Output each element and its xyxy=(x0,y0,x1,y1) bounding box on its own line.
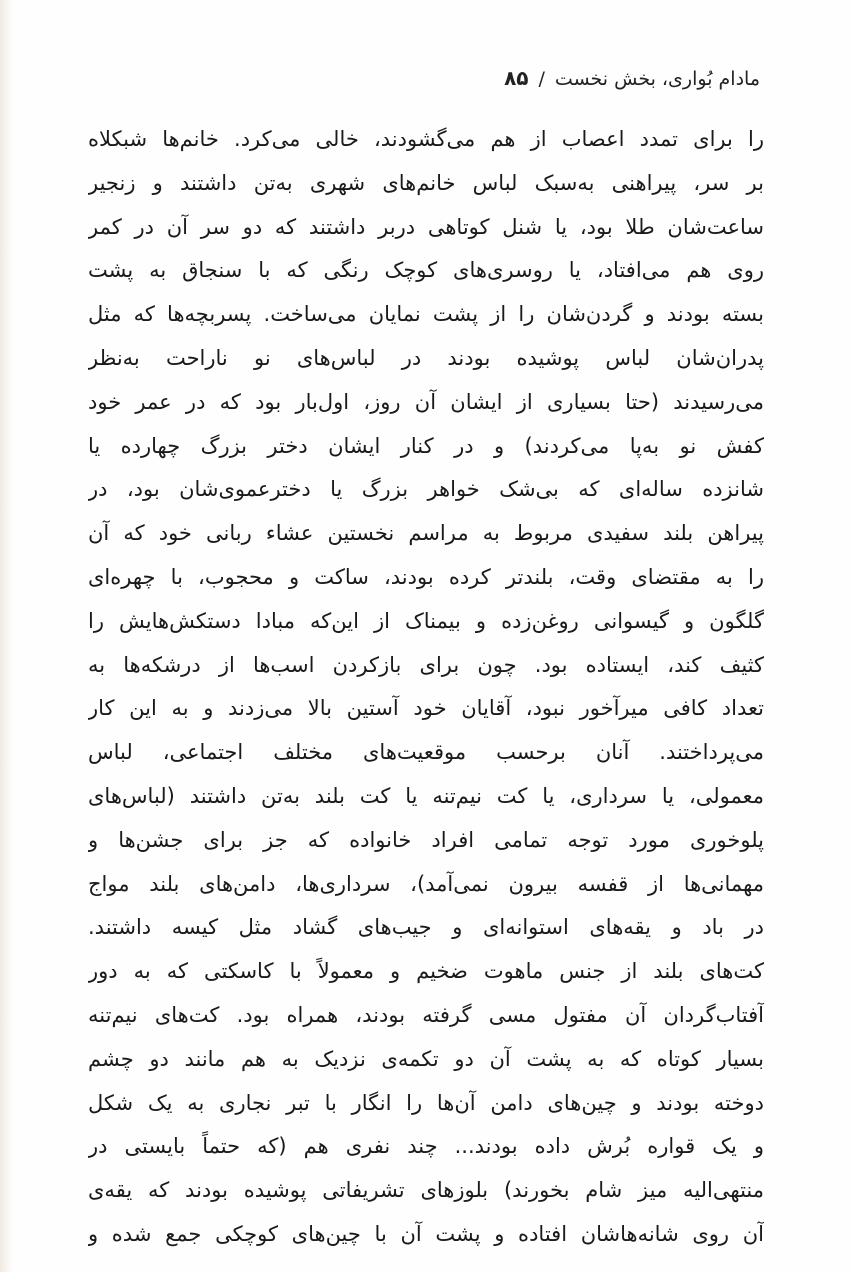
page-edge-shadow xyxy=(0,0,14,1272)
text-line: دوخته بودند و چین‌های دامن آن‌ها را انگار با تبر نجاری به یک شکل xyxy=(88,1090,764,1115)
text-line: پدران‌شان لباس پوشیده بودند در لباس‌های نو ناراحت به‌نظر xyxy=(88,345,764,370)
text-line: معمولی، یا سرداری، یا کت نیم‌تنه یا کت بلند به‌تن داشتند (لباس‌های xyxy=(88,783,764,808)
text-line: و یک قواره بُرش داده بودند... چند نفری هم (که حتماً بایستی در xyxy=(88,1134,764,1159)
text-line: تعداد کافی میرآخور نبود، آقایان خود آستین بالا می‌زدند و به این کار xyxy=(88,696,764,721)
text-line: منتهی‌الیه میز شام بخورند) بلوزهای تشریفاتی پوشیده بودند که یقه‌ی xyxy=(88,1178,764,1203)
text-line: مهمانی‌ها از قفسه بیرون نمی‌آمد)، سرداری‌ها، دامن‌های بلند مواج xyxy=(88,871,764,896)
running-header xyxy=(504,66,760,91)
page-number: ۸۵ xyxy=(504,66,529,90)
text-line: بر سر، پیراهنی به‌سبک لباس خانم‌های شهری به‌تن داشتند و زنجیر xyxy=(88,170,764,195)
text-line: کثیف کند، ایستاده بود. چون برای بازکردن اسب‌ها از درشکه‌ها به xyxy=(88,652,764,677)
text-line: روی هم می‌افتاد، یا روسری‌های کوچک رنگی که با سنجاق به پشت xyxy=(88,258,764,283)
text-line: پیراهن بلند سفیدی مربوط به مراسم نخستین عشاء ربانی خود که آن xyxy=(88,521,764,546)
text-line: بسته بودند و گردن‌شان را از پشت نمایان می‌ساخت. پسربچه‌ها که مثل xyxy=(88,302,764,327)
header-separator: / xyxy=(538,68,545,90)
text-line: آن روی شانه‌هاشان افتاده و پشت آن با چین‌های کوچکی جمع شده و xyxy=(88,1221,764,1246)
text-line: را برای تمدد اعصاب از هم می‌گشودند، خالی می‌کرد. خانم‌ها شبکلاه xyxy=(88,127,764,151)
text-line: در باد و یقه‌های استوانه‌ای و جیب‌های گشاد مثل کیسه داشتند. xyxy=(88,915,764,940)
text-line: بسیار کوتاه که به پشت آن دو تکمه‌ی نزدیک به هم مانند دو چشم xyxy=(88,1046,764,1071)
text-line: آفتاب‌گردان آن مفتول مسی گرفته بودند، همراه بود. کت‌های نیم‌تنه xyxy=(88,1002,764,1027)
text-line: گلگون و گیسوانی روغن‌زده و بیمناک از این‌که مبادا دستکش‌هایش را xyxy=(88,608,764,633)
text-line: کت‌های بلند از جنس ماهوت ضخیم و معمولاً با کاسکتی که به دور xyxy=(88,959,764,984)
text-line: را به مقتضای وقت، بلندتر کرده بودند، ساکت و محجوب، با چهره‌ای xyxy=(88,564,764,589)
body-text xyxy=(88,118,764,1257)
text-line: ساعت‌شان طلا بود، یا شنل کوتاهی دربر داشتند که دو سر آن در کمر xyxy=(88,214,764,239)
header-title: مادام بُواری، بخش نخست xyxy=(554,68,760,90)
text-line: پلوخوری مورد توجه تمامی افراد خانواده که جز برای جشن‌ها و xyxy=(88,827,764,852)
text-line: می‌رسیدند (حتا بسیاری از ایشان آن روز، اول‌بار بود که در عمر خود xyxy=(88,389,764,414)
text-line: کفش نو به‌پا می‌کردند) و در کنار ایشان دختر بزرگ چهارده یا xyxy=(88,433,764,458)
text-line: می‌پرداختند. آنان برحسب موقعیت‌های مختلف اجتماعی، لباس xyxy=(88,740,764,765)
text-line: شانزده ساله‌ای که بی‌شک خواهر بزرگ یا دخترعموی‌شان بود، در xyxy=(88,477,764,502)
